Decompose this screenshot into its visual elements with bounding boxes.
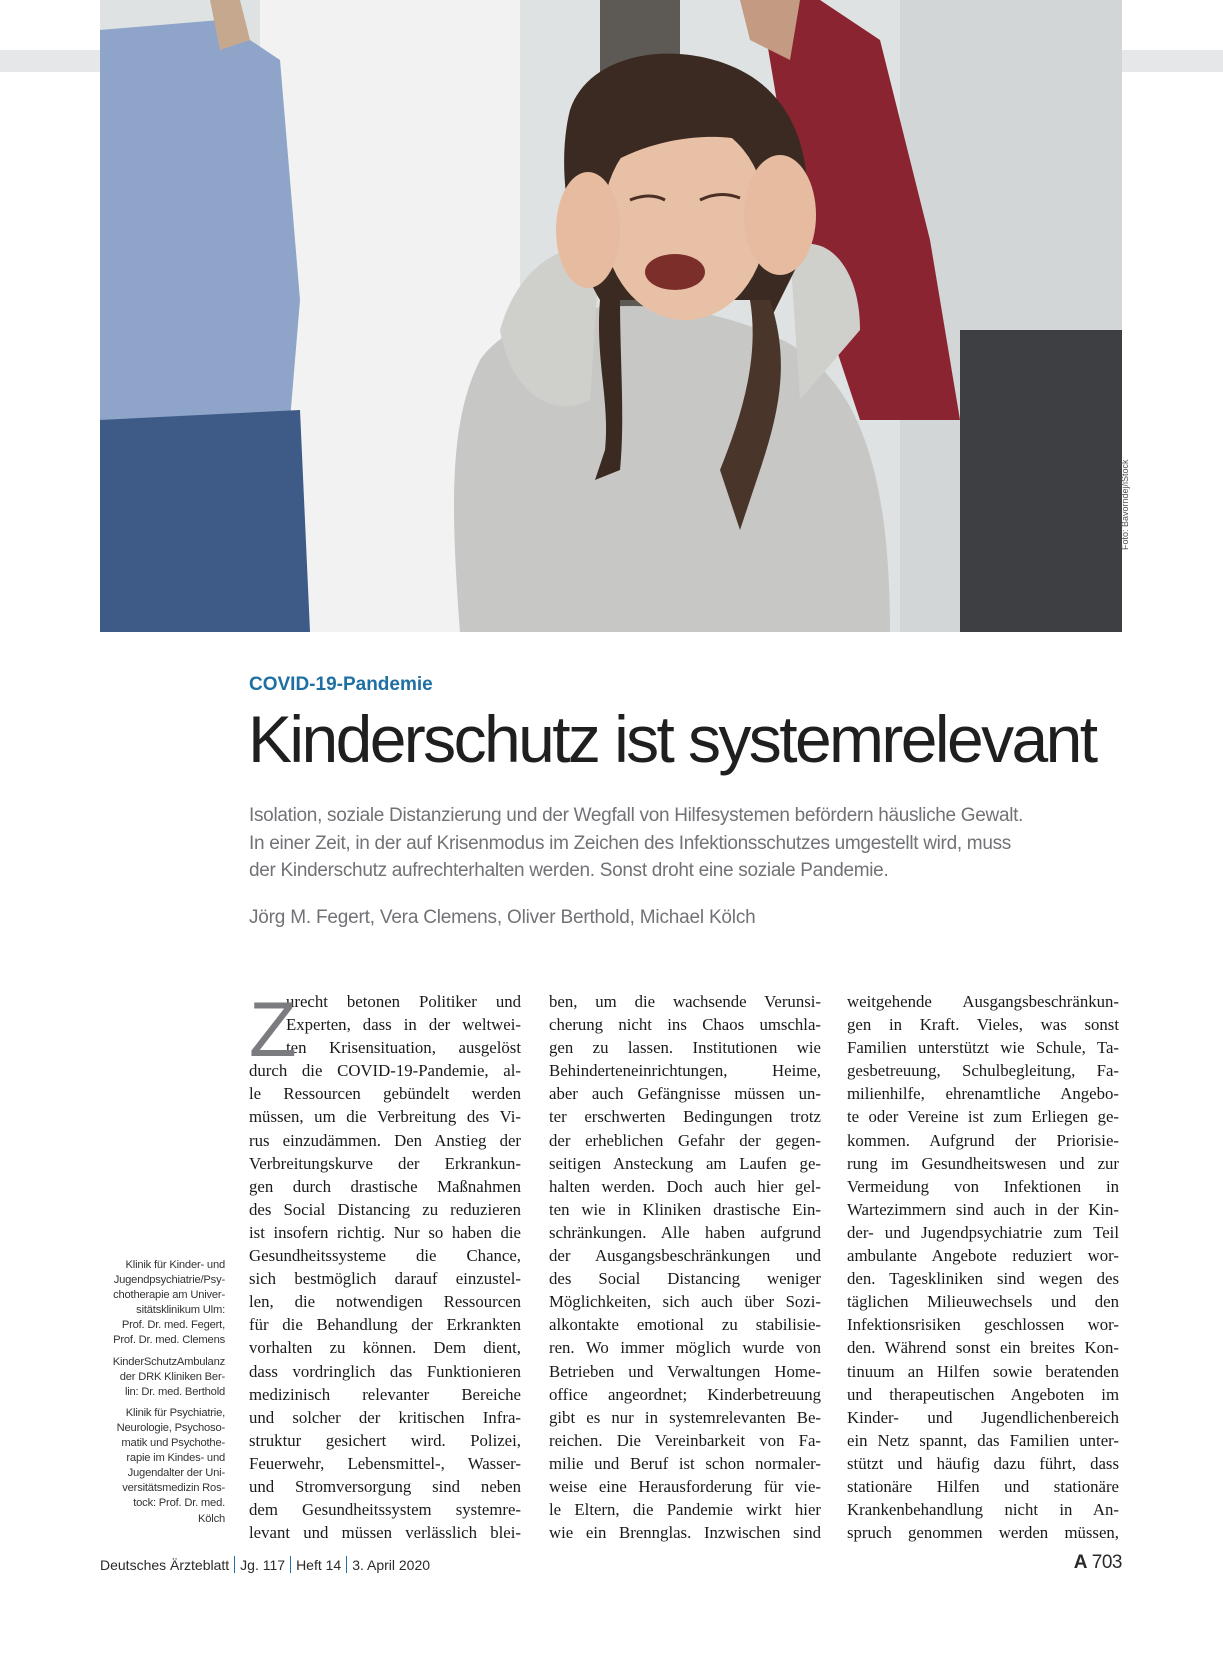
body-text-line: des Social Distancing zu reduzieren <box>249 1199 521 1219</box>
body-text-line: ren. Wo immer möglich wurde von <box>549 1338 821 1358</box>
body-text-line: stationäre Hilfen und stationäre <box>847 1476 1119 1496</box>
body-text-line: gen zu lassen. Institutionen wie <box>549 1038 821 1058</box>
body-text-line: reichen. Die Vereinbarkeit von Fa- <box>549 1430 821 1450</box>
girl-covering-ears-photo <box>100 0 1122 632</box>
body-text-line: müssen, um die Verbreitung des Vi- <box>249 1107 521 1127</box>
body-text-line: kommen. Aufgrund der Priorisie- <box>847 1130 1119 1150</box>
body-text-line: der- und Jugendpsychiatrie zum Teil <box>847 1222 1119 1242</box>
affiliation-line: Kölch <box>198 1512 225 1525</box>
body-text-line: ten Krisensituation, ausgelöst <box>286 1038 521 1058</box>
affiliation-line: Prof. Dr. med. Fegert, <box>121 1319 225 1332</box>
affiliation-line: matik und Psychothe- <box>121 1437 225 1450</box>
body-text-line: seitigen Ansteckung am Laufen ge- <box>549 1153 821 1173</box>
body-text-line: vorhalten zu können. Dem dient, <box>249 1338 521 1358</box>
body-text-line: dass vordringlich das Funktionieren <box>249 1361 521 1381</box>
body-text-line: ist insofern richtig. Nur so haben die <box>249 1222 521 1242</box>
body-text-line: weise eine Herausforderung für vie- <box>549 1476 821 1496</box>
body-text-line: Kinder- und Jugendlichenbereich <box>847 1407 1119 1427</box>
page-prefix: A <box>1073 1552 1088 1573</box>
lead-line: Isolation, soziale Distanzierung und der Wegfall von Hilfesystemen befördern häusliche Gewalt. <box>249 805 1024 826</box>
body-text-line: office angeordnet; Kinderbetreuung <box>549 1384 821 1404</box>
affiliation-line: Neurologie, Psychoso- <box>116 1421 225 1434</box>
body-text-line: Behinderteneinrichtungen, Heime, <box>549 1061 821 1081</box>
affiliation-line: chotherapie am Univer- <box>113 1289 225 1302</box>
body-text-line: Wartezimmern sind auch in der Kin- <box>847 1199 1119 1219</box>
body-column-3 <box>847 990 1119 1544</box>
body-text-line: den. Während sonst ein breites Kon- <box>847 1338 1119 1358</box>
lead-photo <box>100 0 1122 632</box>
dropcap: Z <box>249 985 297 1073</box>
body-text-line: Gesundheitssysteme die Chance, <box>249 1246 521 1266</box>
body-text-line: milie und Beruf ist schon normaler- <box>549 1453 821 1473</box>
journal-issue: Heft 14 <box>296 1557 342 1573</box>
affiliation-line: KinderSchutzAmbulanz <box>112 1355 225 1368</box>
body-text-line: tinuum an Hilfen sowie beratenden <box>847 1361 1119 1381</box>
affiliation-line: Jugendpsychiatrie/Psy- <box>113 1274 225 1287</box>
body-text-line: struktur gesichert wird. Polizei, <box>249 1430 521 1450</box>
affiliations <box>90 1258 225 1533</box>
body-text-line: täglichen Milieuwechsels und den <box>847 1292 1119 1312</box>
affiliation-line: Klinik für Psychiatrie, <box>125 1406 225 1419</box>
affiliation-berlin <box>90 1355 225 1400</box>
body-text-line: urecht betonen Politiker und <box>286 992 521 1011</box>
body-text-line: alkontakte emotional zu stabilisie- <box>549 1315 821 1335</box>
affiliation-line: Klinik für Kinder- und <box>125 1259 225 1271</box>
body-text-line: ambulante Angebote reduziert wor- <box>847 1246 1119 1266</box>
affiliation-line: versitätsmedizin Ros- <box>122 1482 225 1495</box>
lead-paragraph <box>249 802 1109 885</box>
body-text-line: Familien unterstützt wie Schule, Ta- <box>847 1038 1119 1058</box>
body-column-1 <box>249 985 521 1544</box>
body-text-line: te oder Vereine ist zum Erliegen ge- <box>847 1107 1119 1127</box>
body-text-line: und Stromversorgung sind neben <box>249 1476 521 1496</box>
lead-line: der Kinderschutz aufrechterhalten werden. Sonst droht eine soziale Pandemie. <box>249 860 889 881</box>
body-text-line: stützt und häufig dazu führt, dass <box>847 1453 1119 1473</box>
body-text-line: levant und müssen verlässlich blei- <box>249 1523 521 1543</box>
body-column-2 <box>549 990 821 1544</box>
body-text-line: ein Netz spannt, das Familien unter- <box>847 1430 1119 1450</box>
body-text-line: gesbetreuung, Schulbegleitung, Fa- <box>847 1061 1119 1081</box>
footer-separator <box>234 1556 235 1573</box>
body-text-line: und solcher der kritischen Infra- <box>249 1407 521 1427</box>
body-text-line: und therapeutischen Angeboten im <box>847 1384 1119 1404</box>
authors: Jörg M. Fegert, Vera Clemens, Oliver Berthold, Michael Kölch <box>249 907 756 928</box>
body-text-line: Möglichkeiten, sich auch über Sozi- <box>549 1292 821 1312</box>
body-text-line: sich bestmöglich darauf einzustel- <box>249 1269 521 1289</box>
body-text-line: Betrieben und Verwaltungen Home- <box>549 1361 821 1381</box>
affiliation-ulm <box>90 1258 225 1349</box>
body-text-line: le Eltern, die Pandemie wirkt hier <box>549 1500 821 1520</box>
body-text-line: milienhilfe, ehrenamtliche Angebo- <box>847 1084 1119 1104</box>
body-text-line: Vermeidung von Infektionen in <box>847 1176 1119 1196</box>
body-text-line: aber auch Gefängnisse müssen un- <box>549 1084 821 1104</box>
body-text-line: medizinisch relevanter Bereiche <box>249 1384 521 1404</box>
body-text-line: halten werden. Doch auch hier gel- <box>549 1176 821 1196</box>
body-text-line: durch die COVID-19-Pandemie, al- <box>249 1061 521 1081</box>
body-text-line: der erheblichen Gefahr der gegen- <box>549 1130 821 1150</box>
body-text-line: ter erschwerten Bedingungen trotz <box>549 1107 821 1127</box>
page-number <box>1074 1552 1122 1574</box>
journal-volume: Jg. 117 <box>240 1557 286 1573</box>
body-text-line: Verbreitungskurve der Erkrankun- <box>249 1153 521 1173</box>
photo-credit: Foto: Bavorndej/iStock <box>1120 459 1130 550</box>
header-band-left <box>0 50 100 72</box>
issue-date: 3. April 2020 <box>352 1557 431 1573</box>
body-text-line: des Social Distancing weniger <box>549 1269 821 1289</box>
body-text-line: gen durch drastische Maßnahmen <box>249 1176 521 1196</box>
body-text-line: weitgehende Ausgangsbeschränkun- <box>847 992 1119 1011</box>
footer-separator <box>346 1556 347 1573</box>
affiliation-line: Jugendalter der Uni- <box>127 1467 225 1480</box>
header-band-right <box>1122 50 1223 72</box>
body-text-line: Krankenbehandlung nicht in An- <box>847 1500 1119 1520</box>
body-text-line: le Ressourcen gebündelt werden <box>249 1084 521 1104</box>
body-text-line: dem Gesundheitssystem systemre- <box>249 1500 521 1520</box>
headline: Kinderschutz ist systemrelevant <box>248 702 1096 776</box>
affiliation-line: rapie im Kindes- und <box>126 1452 225 1465</box>
body-text-line: wie ein Brennglas. Inzwischen sind <box>549 1523 821 1543</box>
body-text-line: gibt es nur in systemrelevanten Be- <box>549 1407 821 1427</box>
body-text-line: gen in Kraft. Vieles, was sonst <box>847 1015 1119 1035</box>
affiliation-line: Prof. Dr. med. Clemens <box>113 1334 225 1347</box>
body-text-line: der Ausgangsbeschränkungen und <box>549 1246 821 1266</box>
body-text-line: spruch genommen werden müssen, <box>847 1523 1119 1543</box>
affiliation-line: tock: Prof. Dr. med. <box>133 1497 225 1510</box>
body-text-line: rung im Gesundheitswesen und zur <box>847 1153 1119 1173</box>
affiliation-line: lin: Dr. med. Berthold <box>124 1385 225 1398</box>
body-text-line: ten wie in Kliniken drastische Ein- <box>549 1199 821 1219</box>
affiliation-rostock <box>90 1406 225 1527</box>
lead-line: In einer Zeit, in der auf Krisenmodus im Zeichen des Infektionsschutzes umgestellt wird, muss <box>249 832 1012 854</box>
body-text-line: für die Behandlung der Erkrankten <box>249 1315 521 1335</box>
page-footer <box>100 1552 1122 1573</box>
body-text-line: Experten, dass in der weltwei- <box>286 1015 521 1035</box>
affiliation-line: der DRK Kliniken Ber- <box>119 1370 225 1383</box>
body-text-line: schränkungen. Alle haben aufgrund <box>549 1222 821 1242</box>
body-text-line: den. Tageskliniken sind wegen des <box>847 1269 1119 1289</box>
affiliation-line: sitätsklinikum Ulm: <box>136 1304 225 1317</box>
kicker: COVID-19-Pandemie <box>249 674 433 695</box>
body-text-line: ben, um die wachsende Verunsi- <box>549 992 821 1011</box>
footer-separator <box>290 1556 291 1573</box>
body-text-line: len, die notwendigen Ressourcen <box>249 1292 521 1312</box>
page-number-value: 703 <box>1091 1552 1122 1573</box>
body-text-line: cherung nicht ins Chaos umschla- <box>549 1015 821 1035</box>
body-text-line: rus einzudämmen. Den Anstieg der <box>249 1130 521 1150</box>
body-text-line: Feuerwehr, Lebensmittel-, Wasser- <box>249 1453 521 1473</box>
journal-name: Deutsches Ärzteblatt <box>100 1557 230 1573</box>
body-text-line: Infektionsrisiken geschlossen wor- <box>847 1315 1119 1335</box>
